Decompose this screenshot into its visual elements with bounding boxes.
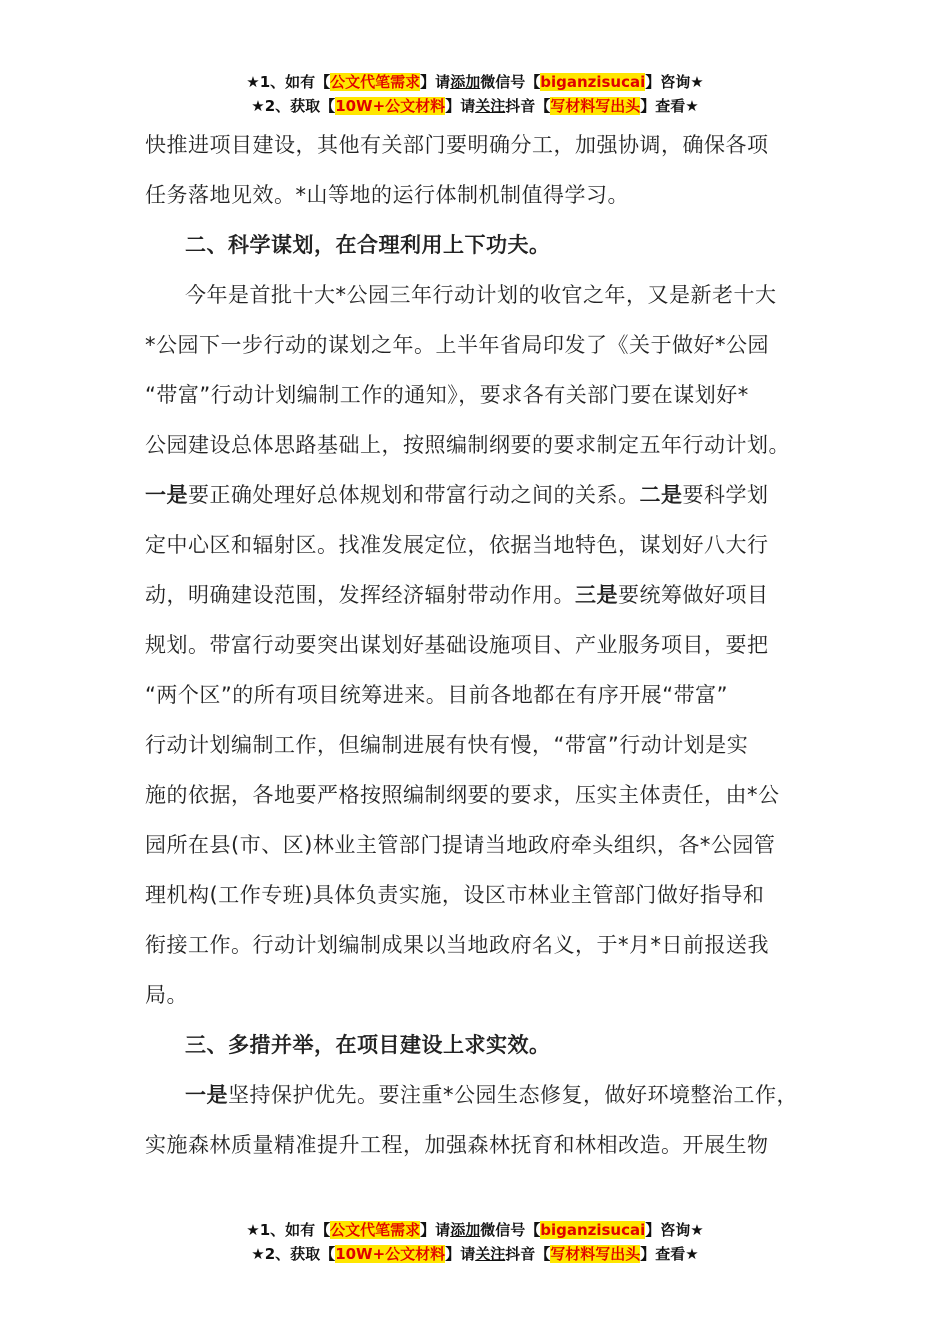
banner-highlight: biganzisucai <box>540 1221 646 1239</box>
header-banner <box>0 70 950 118</box>
banner-underline: 关注 <box>475 1245 506 1263</box>
banner-underline: 关注 <box>475 97 506 115</box>
banner-text: 】请 <box>445 97 476 115</box>
banner-underline: 添加 <box>450 73 481 91</box>
body-line: 园所在县(市、区)林业主管部门提请当地政府牵头组织，各*公园管 <box>145 833 776 857</box>
body-line: 快推进项目建设，其他有关部门要明确分工，加强协调，确保各项 <box>145 133 769 157</box>
emphasis-label: 三是 <box>575 583 618 607</box>
body-line: 一是要正确处理好总体规划和带富行动之间的关系。二是要科学划 <box>145 483 769 507</box>
body-line: 动，明确建设范围，发挥经济辐射带动作用。三是要统筹做好项目 <box>145 583 769 607</box>
body-line: 公园建设总体思路基础上，按照编制纲要的要求制定五年行动计划。 <box>145 433 790 457</box>
banner-text: 微信号【 <box>480 73 541 91</box>
banner-highlight: 写材料写出头 <box>550 1245 641 1263</box>
emphasis-label: 一是 <box>185 1083 228 1107</box>
banner-line-2 <box>0 1242 950 1266</box>
banner-text: ★1、如有【 <box>246 1221 331 1239</box>
document-body <box>145 120 815 1170</box>
body-line: 局。 <box>145 983 188 1007</box>
body-line: 任务落地见效。*山等地的运行体制机制值得学习。 <box>145 183 629 207</box>
banner-text: 】请 <box>420 1221 451 1239</box>
banner-highlight: 公文代笔需求 <box>330 1221 421 1239</box>
banner-text: ★2、获取【 <box>251 97 336 115</box>
body-line: 行动计划编制工作，但编制进展有快有慢，“带富”行动计划是实 <box>145 733 749 757</box>
body-line: 实施森林质量精准提升工程，加强森林抚育和林相改造。开展生物 <box>145 1133 769 1157</box>
body-line: “带富”行动计划编制工作的通知》，要求各有关部门要在谋划好* <box>145 383 749 407</box>
banner-text: ★2、获取【 <box>251 1245 336 1263</box>
emphasis-label: 二是 <box>639 483 683 507</box>
banner-underline: 添加 <box>450 1221 481 1239</box>
body-line: *公园下一步行动的谋划之年。上半年省局印发了《关于做好*公园 <box>145 333 769 357</box>
banner-text: 】咨询★ <box>645 1221 704 1239</box>
banner-line-1 <box>0 1218 950 1242</box>
banner-text: 抖音【 <box>505 97 551 115</box>
footer-banner <box>0 1218 950 1266</box>
banner-line-2 <box>0 94 950 118</box>
body-line: 理机构(工作专班)具体负责实施，设区市林业主管部门做好指导和 <box>145 883 765 907</box>
section-heading-3: 三、多措并举，在项目建设上求实效。 <box>185 1033 551 1057</box>
banner-text: 】查看★ <box>640 1245 699 1263</box>
body-line: 今年是首批十大*公园三年行动计划的收官之年，又是新老十大 <box>185 283 777 307</box>
banner-highlight: biganzisucai <box>540 73 646 91</box>
body-line: 定中心区和辐射区。找准发展定位，依据当地特色，谋划好八大行 <box>145 533 769 557</box>
banner-highlight: 10W+公文材料 <box>335 97 446 115</box>
banner-highlight: 公文代笔需求 <box>330 73 421 91</box>
banner-text: ★1、如有【 <box>246 73 331 91</box>
banner-text: 】查看★ <box>640 97 699 115</box>
banner-text: 】咨询★ <box>645 73 704 91</box>
body-line: 施的依据，各地要严格按照编制纲要的要求，压实主体责任，由*公 <box>145 783 780 807</box>
body-line: 一是坚持保护优先。要注重*公园生态修复，做好环境整治工作， <box>185 1083 798 1107</box>
body-line: 衔接工作。行动计划编制成果以当地政府名义，于*月*日前报送我 <box>145 933 769 957</box>
banner-text: 】请 <box>445 1245 476 1263</box>
body-line: 规划。带富行动要突出谋划好基础设施项目、产业服务项目，要把 <box>145 633 769 657</box>
banner-line-1 <box>0 70 950 94</box>
banner-highlight: 10W+公文材料 <box>335 1245 446 1263</box>
emphasis-label: 一是 <box>145 483 188 507</box>
section-heading-2: 二、科学谋划，在合理利用上下功夫。 <box>185 233 551 257</box>
banner-text: 微信号【 <box>480 1221 541 1239</box>
banner-highlight: 写材料写出头 <box>550 97 641 115</box>
banner-text: 抖音【 <box>505 1245 551 1263</box>
body-line: “两个区”的所有项目统筹进来。目前各地都在有序开展“带富” <box>145 683 729 707</box>
banner-text: 】请 <box>420 73 451 91</box>
